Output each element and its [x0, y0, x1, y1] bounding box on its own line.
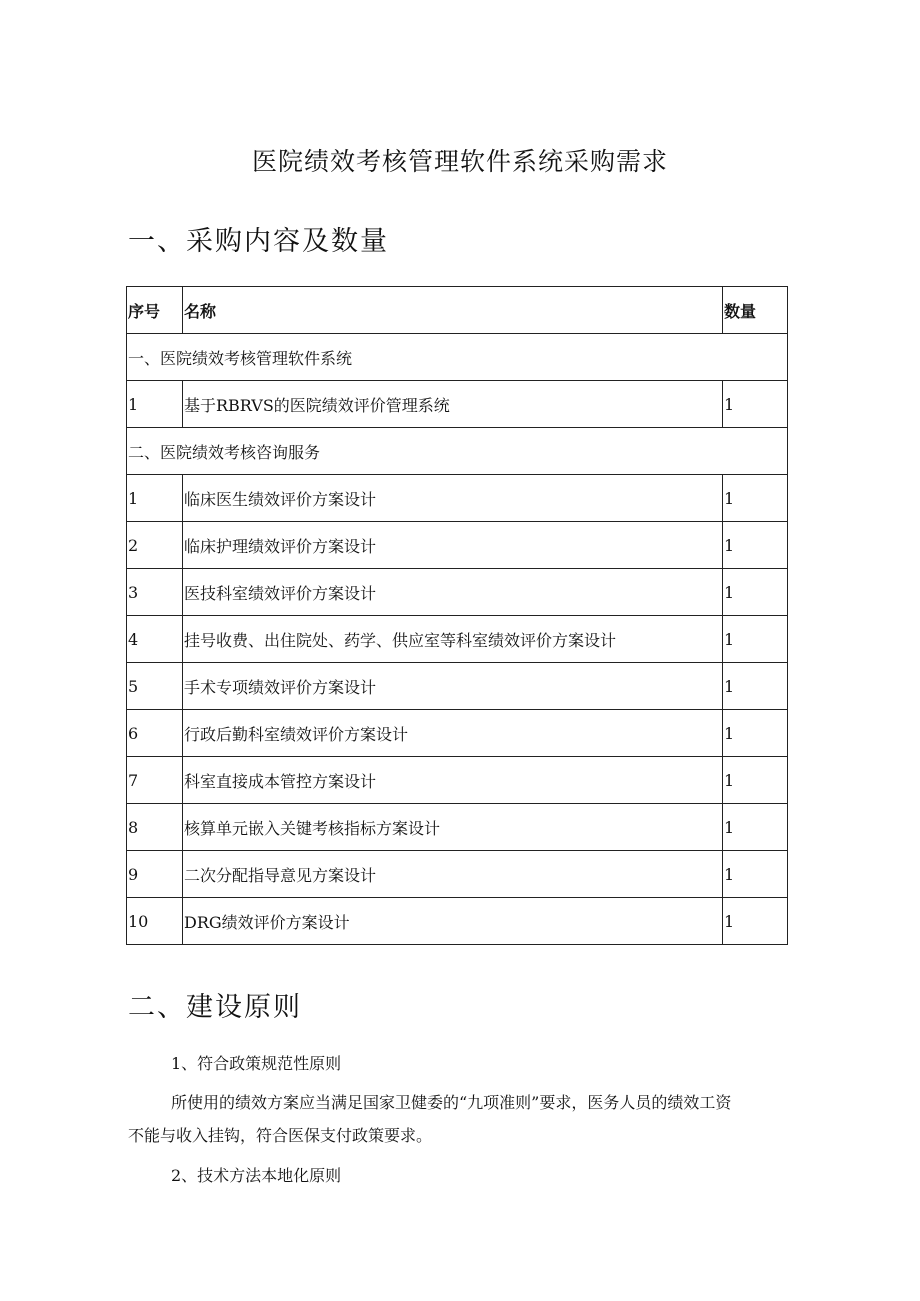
table-row [127, 804, 788, 851]
row-qty: 1 [723, 475, 788, 522]
row-qty: 1 [723, 381, 788, 428]
table-row [127, 475, 788, 522]
row-name: 行政后勤科室绩效评价方案设计 [183, 710, 723, 757]
row-index: 2 [127, 522, 183, 569]
table-group-row [127, 428, 788, 475]
row-name: 科室直接成本管控方案设计 [183, 757, 723, 804]
row-index: 1 [127, 381, 183, 428]
row-index: 3 [127, 569, 183, 616]
row-name: 手术专项绩效评价方案设计 [183, 663, 723, 710]
row-qty: 1 [723, 616, 788, 663]
row-qty: 1 [723, 569, 788, 616]
row-qty: 1 [723, 851, 788, 898]
procurement-table [126, 286, 788, 945]
principle-1-text-line1: 所使用的绩效方案应当满足国家卫健委的“九项准则”要求，医务人员的绩效工资 [171, 1093, 732, 1112]
row-qty: 1 [723, 522, 788, 569]
row-name: 核算单元嵌入关键考核指标方案设计 [183, 804, 723, 851]
row-index: 1 [127, 475, 183, 522]
row-name: DRG绩效评价方案设计 [183, 898, 723, 945]
table-row [127, 851, 788, 898]
table-row [127, 569, 788, 616]
table-group-row [127, 334, 788, 381]
row-index: 5 [127, 663, 183, 710]
section-heading-principles: 二、建设原则 [128, 992, 302, 1023]
row-index: 8 [127, 804, 183, 851]
row-index: 9 [127, 851, 183, 898]
group-label: 二、医院绩效考核咨询服务 [127, 428, 788, 475]
table-header-row [127, 287, 788, 334]
section-heading-procurement: 一、采购内容及数量 [128, 226, 389, 257]
header-index: 序号 [127, 287, 183, 334]
row-qty: 1 [723, 757, 788, 804]
row-index: 7 [127, 757, 183, 804]
header-name: 名称 [183, 287, 723, 334]
row-index: 6 [127, 710, 183, 757]
table-row [127, 757, 788, 804]
table-row [127, 381, 788, 428]
group-label: 一、医院绩效考核管理软件系统 [127, 334, 788, 381]
row-index: 10 [127, 898, 183, 945]
row-index: 4 [127, 616, 183, 663]
row-name: 基于RBRVS的医院绩效评价管理系统 [183, 381, 723, 428]
table-row [127, 663, 788, 710]
table-row [127, 616, 788, 663]
principle-2-title: 2、技术方法本地化原则 [171, 1166, 342, 1185]
row-name: 挂号收费、出住院处、药学、供应室等科室绩效评价方案设计 [183, 616, 723, 663]
principle-1-text-line2: 不能与收入挂钩，符合医保支付政策要求。 [128, 1126, 433, 1145]
table-row [127, 710, 788, 757]
principle-1-title: 1、符合政策规范性原则 [171, 1054, 342, 1073]
row-name: 二次分配指导意见方案设计 [183, 851, 723, 898]
row-name: 临床护理绩效评价方案设计 [183, 522, 723, 569]
table-row [127, 522, 788, 569]
document-title: 医院绩效考核管理软件系统采购需求 [251, 147, 668, 176]
row-qty: 1 [723, 663, 788, 710]
row-name: 医技科室绩效评价方案设计 [183, 569, 723, 616]
row-name: 临床医生绩效评价方案设计 [183, 475, 723, 522]
row-qty: 1 [723, 804, 788, 851]
row-qty: 1 [723, 898, 788, 945]
row-qty: 1 [723, 710, 788, 757]
header-qty: 数量 [723, 287, 788, 334]
table-row [127, 898, 788, 945]
